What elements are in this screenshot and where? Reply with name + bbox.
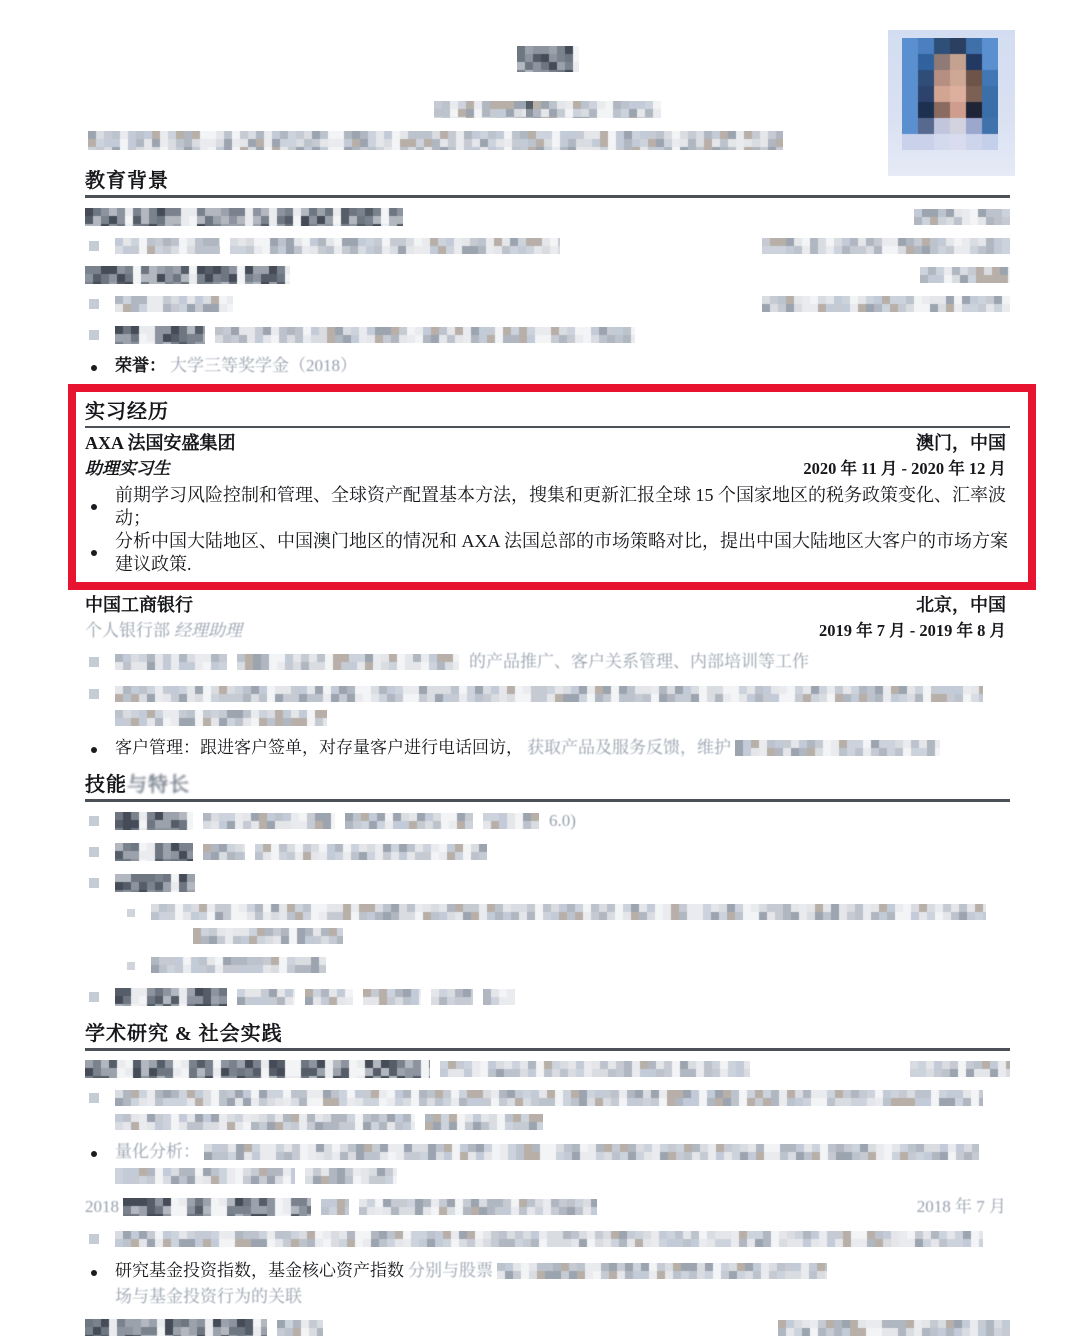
skills-lines <box>85 810 1010 1008</box>
right-aligned-info <box>768 1320 1010 1336</box>
resume-line <box>85 1141 1010 1163</box>
bullet-icon <box>85 1141 115 1163</box>
redacted-text <box>359 1199 597 1215</box>
text-run: 分别与股票 <box>408 1261 493 1280</box>
resume-line <box>85 683 1010 705</box>
profile-photo <box>888 30 1015 176</box>
bullet-icon <box>85 683 115 705</box>
redacted-text-dark <box>85 208 403 226</box>
section-education <box>85 164 1010 377</box>
text-run: 6.0) <box>549 811 576 830</box>
bullet-icon <box>85 355 115 377</box>
resume-line <box>85 1228 1010 1250</box>
text-run: 研究基金投资指数，基金核心资产指数 <box>115 1261 404 1280</box>
redacted-text <box>115 686 983 702</box>
redacted-text <box>203 813 335 829</box>
resume-line <box>85 872 1010 894</box>
resume-line <box>85 927 1010 945</box>
text-run: 2018 <box>85 1197 119 1216</box>
resume-line <box>85 235 1010 257</box>
section-title-education: 教育背景 <box>85 164 1010 198</box>
right-aligned-info <box>904 209 1010 225</box>
redacted-text <box>115 1090 983 1106</box>
section-academic <box>85 1017 1010 1336</box>
resume-line <box>85 324 1010 346</box>
resume-line <box>85 841 1010 863</box>
internship-axa-entry <box>85 432 1010 576</box>
resume-line <box>85 293 1010 315</box>
resume-line <box>85 1286 1010 1308</box>
summary-line-redacted <box>88 131 1010 155</box>
redacted-text-dark <box>526 101 533 118</box>
redacted-text <box>440 1061 750 1077</box>
text-run: 经理助理 <box>174 621 242 640</box>
text-run: 2019 年 7 月 - 2019 年 8 月 <box>819 621 1006 640</box>
bullet-icon <box>85 841 115 863</box>
resume-line <box>85 266 1010 284</box>
bullet-icon <box>85 235 115 257</box>
text-run: 客户管理：跟进客户签单，对存量客户进行电话回访， <box>115 738 523 757</box>
redacted-text-dark <box>115 874 195 892</box>
redacted-text <box>277 1320 323 1336</box>
redacted-text <box>88 131 783 150</box>
redacted-text <box>237 654 459 670</box>
bullet-icon <box>85 1087 115 1109</box>
redacted-text <box>497 1263 827 1279</box>
bullet-icon <box>85 986 115 1008</box>
redacted-text <box>215 327 635 343</box>
redacted-text <box>115 710 327 726</box>
redacted-text <box>230 238 560 254</box>
text-run: 助理实习生 <box>85 459 170 478</box>
redacted-text <box>762 296 1010 312</box>
redacted-text <box>204 1144 979 1160</box>
contact-info-redacted <box>85 101 1010 123</box>
redacted-text <box>237 989 295 1005</box>
resume-line <box>121 901 1010 923</box>
text-run: AXA 法国安盛集团 <box>85 433 236 453</box>
text-run: 北京，中国 <box>916 595 1006 615</box>
bullet-icon <box>85 324 115 346</box>
text-run: 个人银行部 <box>85 621 170 640</box>
resume-line <box>85 432 1010 455</box>
redacted-text-dark <box>115 988 227 1006</box>
bullet-icon <box>85 810 115 832</box>
text-run: 的产品推广、客户关系管理、内部培训等工作 <box>469 652 809 671</box>
text-run: 中国工商银行 <box>85 595 193 615</box>
resume-line <box>85 1196 1010 1218</box>
redacted-text <box>115 654 227 670</box>
candidate-name-redacted <box>85 46 1010 77</box>
redacted-text <box>483 989 515 1005</box>
right-aligned-info <box>917 1196 1010 1218</box>
bullet-icon <box>85 1260 115 1282</box>
right-aligned-info <box>910 267 1010 283</box>
bullet-icon <box>85 872 115 894</box>
resume-line <box>85 457 1010 480</box>
bullet-icon <box>85 539 97 562</box>
redacted-text-dark <box>85 1319 267 1336</box>
resume-line <box>85 1087 1010 1109</box>
redacted-text-dark <box>123 1198 311 1216</box>
section-title-skills <box>85 768 1010 802</box>
redacted-text <box>778 1320 1010 1336</box>
redacted-text <box>425 1114 543 1130</box>
internship-icbc-entry <box>85 594 1010 759</box>
text-run: 大学三等奖学金（2018） <box>170 356 357 375</box>
bullet-icon <box>85 1228 115 1250</box>
resume-line <box>85 1060 1010 1078</box>
bullet-icon <box>85 293 115 315</box>
text-run: 荣誉： <box>115 356 166 375</box>
redacted-text <box>115 238 220 254</box>
resume-line <box>85 986 1010 1008</box>
redacted-text <box>203 844 245 860</box>
resume-line <box>85 1113 1010 1131</box>
resume-line <box>85 1167 1010 1185</box>
section-title-academic: 学术研究 & 社会实践 <box>85 1017 1010 1051</box>
redacted-text <box>151 957 326 973</box>
section-title-internship: 实习经历 <box>85 395 1010 428</box>
redacted-text <box>434 101 526 118</box>
text-run: 量化分析： <box>115 1142 200 1161</box>
text-run: 澳门，中国 <box>916 433 1006 453</box>
redacted-text <box>115 296 233 312</box>
bullet-icon <box>85 493 97 516</box>
redacted-text <box>115 1231 983 1247</box>
redacted-text <box>363 989 421 1005</box>
resume-line <box>85 208 1010 226</box>
redacted-text <box>910 1061 1010 1077</box>
resume-line <box>85 355 1010 377</box>
bullet-icon <box>121 901 151 923</box>
redacted-text <box>321 1199 349 1215</box>
redacted-text <box>533 101 661 118</box>
redacted-text <box>431 989 473 1005</box>
resume-line <box>85 1260 1010 1282</box>
resume-line <box>85 810 1010 832</box>
text-run: 场与基金投资行为的关联 <box>115 1287 302 1306</box>
resume-line <box>85 737 1010 759</box>
redacted-text <box>255 844 487 860</box>
profile-photo-pixelated <box>902 38 998 150</box>
right-aligned-info <box>916 594 1010 616</box>
section-internship <box>85 395 1010 576</box>
right-aligned-info <box>916 432 1010 455</box>
redacted-text-dark <box>517 46 579 72</box>
text-run: 获取产品及服务反馈，维护 <box>527 738 731 757</box>
redacted-text <box>305 1168 397 1184</box>
redacted-text-dark <box>115 326 205 344</box>
bullet-icon <box>85 737 115 759</box>
right-aligned-info <box>900 1061 1010 1077</box>
academic-lines <box>85 1060 1010 1336</box>
resume-line <box>85 620 1010 642</box>
redacted-text <box>914 209 1010 225</box>
redacted-text <box>920 267 1010 283</box>
text-run: 2020 年 11 月 - 2020 年 12 月 <box>803 459 1006 478</box>
redacted-text-dark <box>115 812 193 830</box>
right-aligned-info <box>752 296 1010 312</box>
redacted-text <box>115 1114 415 1130</box>
resume-line <box>85 530 1010 576</box>
redacted-text <box>735 740 940 756</box>
skills-title-blurred: 与特长 <box>127 774 190 796</box>
skills-title-clear: 技能 <box>85 774 127 796</box>
right-aligned-info <box>819 620 1010 642</box>
highlight-box <box>68 384 1036 590</box>
text-run: 分析中国大陆地区、中国澳门地区的情况和 AXA 法国总部的市场策略对比，提出中国大陆地区大客户的市场方案建议政策. <box>115 531 1008 574</box>
bullet-icon <box>121 954 151 976</box>
redacted-text <box>762 238 1010 254</box>
text-run: 前期学习风险控制和管理、全球资产配置基本方法，搜集和更新汇报全球 15 个国家地区的税务政策变化、汇率波动； <box>115 485 1006 528</box>
resume-line <box>85 651 1010 673</box>
redacted-text <box>151 904 986 920</box>
section-skills <box>85 768 1010 1008</box>
right-aligned-info <box>752 238 1010 254</box>
resume-line <box>121 954 1010 976</box>
resume-line <box>85 1319 1010 1336</box>
redacted-text-dark <box>85 266 290 284</box>
redacted-text <box>115 1168 295 1184</box>
redacted-text <box>305 989 353 1005</box>
redacted-text <box>483 813 539 829</box>
redacted-text-dark <box>85 1060 430 1078</box>
bullet-icon <box>85 651 115 673</box>
resume-line <box>85 594 1010 616</box>
redacted-text <box>193 928 343 944</box>
text-run: 2018 年 7 月 <box>916 1197 1006 1216</box>
resume-line <box>85 484 1010 530</box>
redacted-text-dark <box>115 843 193 861</box>
resume-line <box>85 709 1010 727</box>
redacted-text <box>345 813 473 829</box>
right-aligned-info <box>803 457 1010 480</box>
education-lines <box>85 208 1010 377</box>
